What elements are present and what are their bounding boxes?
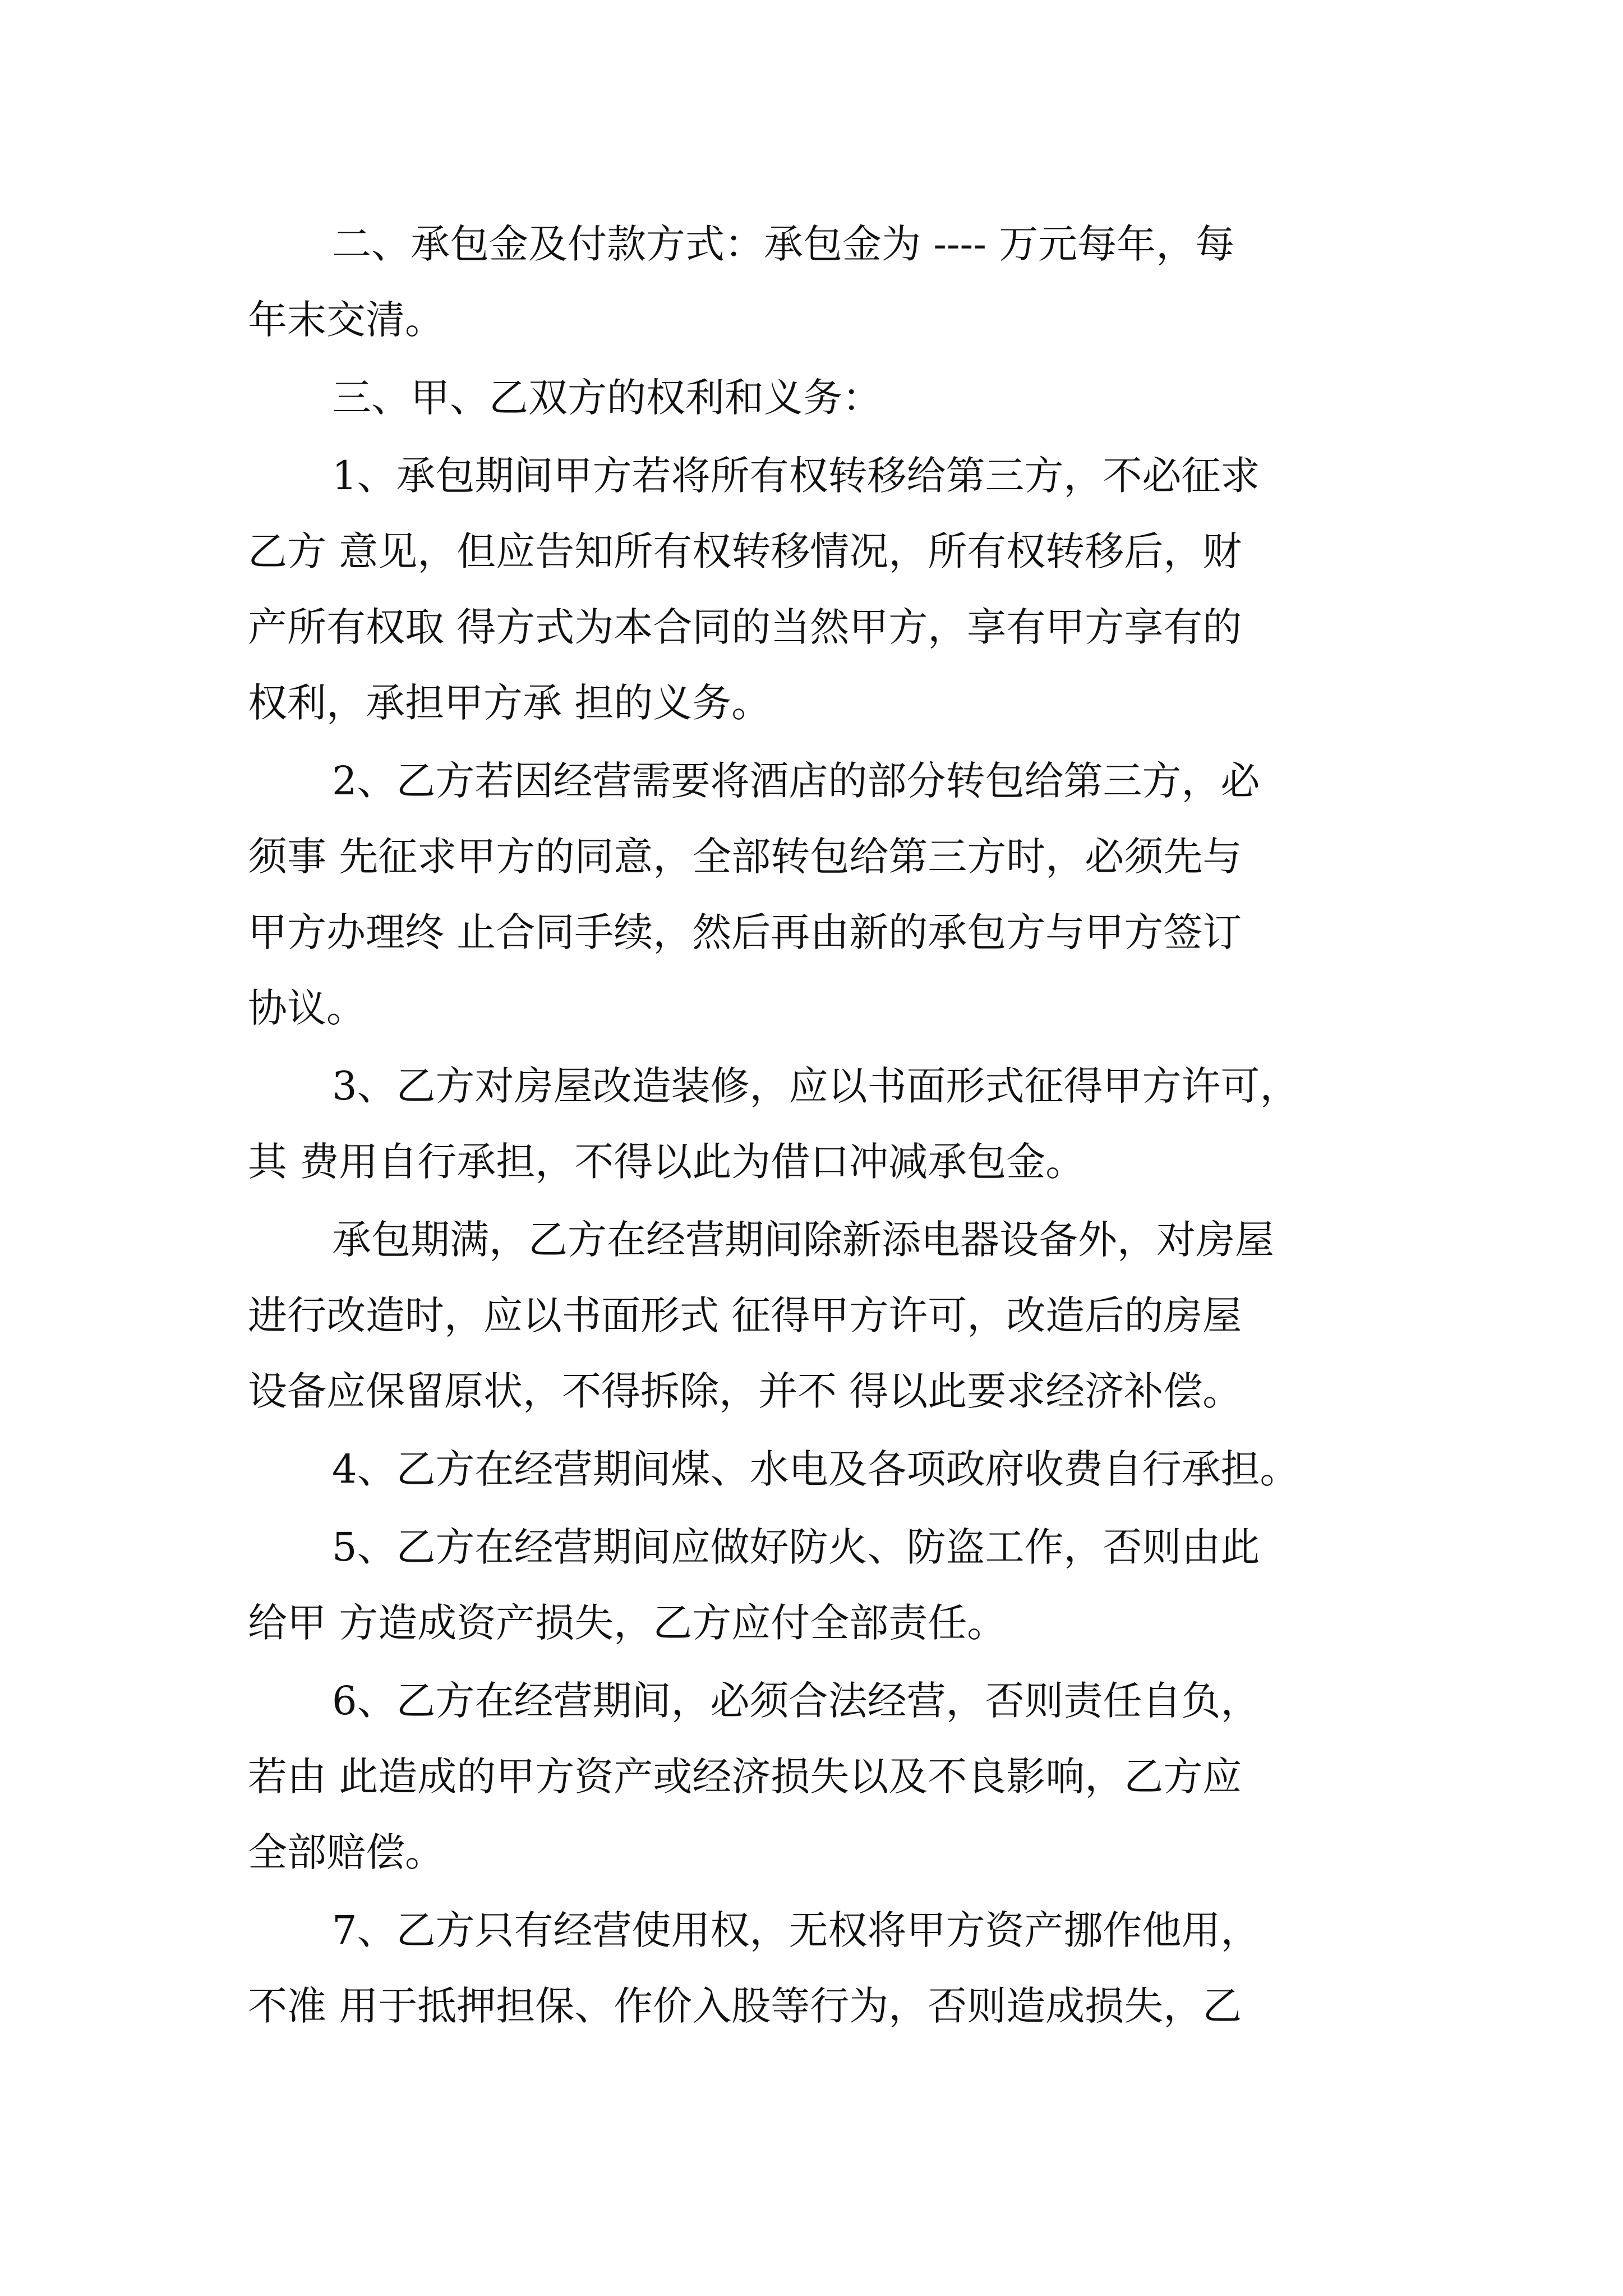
text-line: 设备应保留原状，不得拆除，并不 得以此要求经济补偿。: [248, 1368, 1242, 1414]
text-line: 甲方办理终 止合同手续，然后再由新的承包方与甲方签订: [248, 909, 1242, 955]
text-line: 其 费用自行承担，不得以此为借口冲减承包金。: [248, 1139, 1085, 1185]
text-line: 全部赔偿。: [248, 1829, 444, 1875]
text-line: 1、承包期间甲方若将所有权转移给第三方，不必征求: [332, 453, 1260, 499]
text-line: 权利，承担甲方承 担的义务。: [248, 680, 771, 726]
text-line: 4、乙方在经营期间煤、水电及各项政府收费自行承担。: [332, 1446, 1299, 1492]
text-line: 给甲 方造成资产损失，乙方应付全部责任。: [248, 1600, 1007, 1646]
text-line: 5、乙方在经营期间应做好防火、防盗工作，否则由此: [332, 1524, 1260, 1570]
text-line: 不准 用于抵押担保、作价入股等行为，否则造成损失，乙: [248, 1983, 1242, 2029]
text-line: 6、乙方在经营期间，必须合法经营，否则责任自负，: [332, 1678, 1260, 1724]
text-line: 进行改造时，应以书面形式 征得甲方许可，改造后的房屋: [248, 1292, 1242, 1338]
text-line: 协议。: [248, 985, 366, 1031]
text-line: 三、甲、乙双方的权利和义务：: [332, 375, 882, 421]
text-line: 年末交清。: [248, 297, 444, 343]
text-line: 3、乙方对房屋改造装修，应以书面形式征得甲方许可，: [332, 1063, 1299, 1109]
text-line: 产所有权取 得方式为本合同的当然甲方，享有甲方享有的: [248, 604, 1242, 650]
text-line: 乙方 意见，但应告知所有权转移情况，所有权转移后，财: [248, 528, 1242, 574]
text-line: 2、乙方若因经营需要将酒店的部分转包给第三方，必: [332, 758, 1260, 804]
text-line: 7、乙方只有经营使用权，无权将甲方资产挪作他用，: [332, 1907, 1260, 1953]
text-line: 若由 此造成的甲方资产或经济损失以及不良影响，乙方应: [248, 1754, 1242, 1800]
text-line: 二、承包金及付款方式：承包金为 ---- 万元每年，每: [332, 221, 1235, 267]
text-line: 承包期满，乙方在经营期间除新添电器设备外，对房屋: [332, 1217, 1274, 1263]
text-line: 须事 先征求甲方的同意，全部转包给第三方时，必须先与: [248, 834, 1242, 880]
